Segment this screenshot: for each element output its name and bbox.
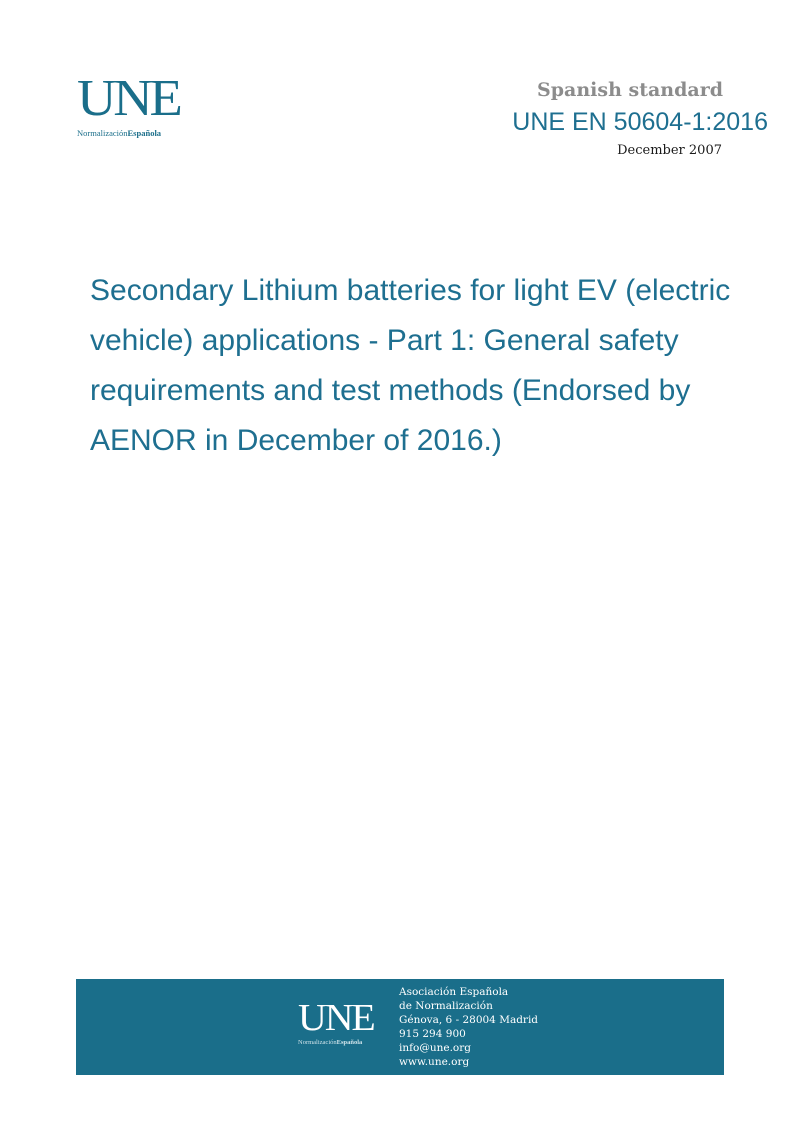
footer-logo-tagline xyxy=(298,1039,388,1046)
footer-logo-letters: UNE xyxy=(298,997,374,1039)
footer-une-logo xyxy=(298,997,388,1046)
footer-org-name-line1: Asociación Española xyxy=(399,986,509,998)
une-logo-tagline-bold: Española xyxy=(127,128,162,138)
footer-logo-tagline-regular: Normalización xyxy=(298,1039,337,1046)
standard-code: UNE EN 50604-1:2016 xyxy=(512,108,768,136)
footer-website: www.une.org xyxy=(399,1056,470,1068)
une-logo xyxy=(77,70,195,138)
document-title: Secondary Lithium batteries for light EV (electric vehicle) applications - Part 1: General safety requirements and test methods (Endorsed by AENOR in December of 2016.) xyxy=(90,274,731,457)
une-logo-tagline-regular: Normalización xyxy=(77,128,128,138)
footer-banner xyxy=(76,979,724,1075)
footer-logo-tagline-bold: Española xyxy=(336,1039,363,1046)
footer-org-name-line2: de Normalización xyxy=(399,1000,493,1012)
footer-email: info@une.org xyxy=(399,1042,471,1054)
footer-address: Génova, 6 - 28004 Madrid xyxy=(399,1014,539,1026)
une-logo-letters: UNE xyxy=(77,70,180,127)
footer-contact-info xyxy=(399,985,538,1069)
une-logo-tagline xyxy=(77,128,195,138)
footer-phone: 915 294 900 xyxy=(399,1028,466,1040)
standard-date: December 2007 xyxy=(617,143,722,158)
standard-type: Spanish standard xyxy=(537,79,723,101)
